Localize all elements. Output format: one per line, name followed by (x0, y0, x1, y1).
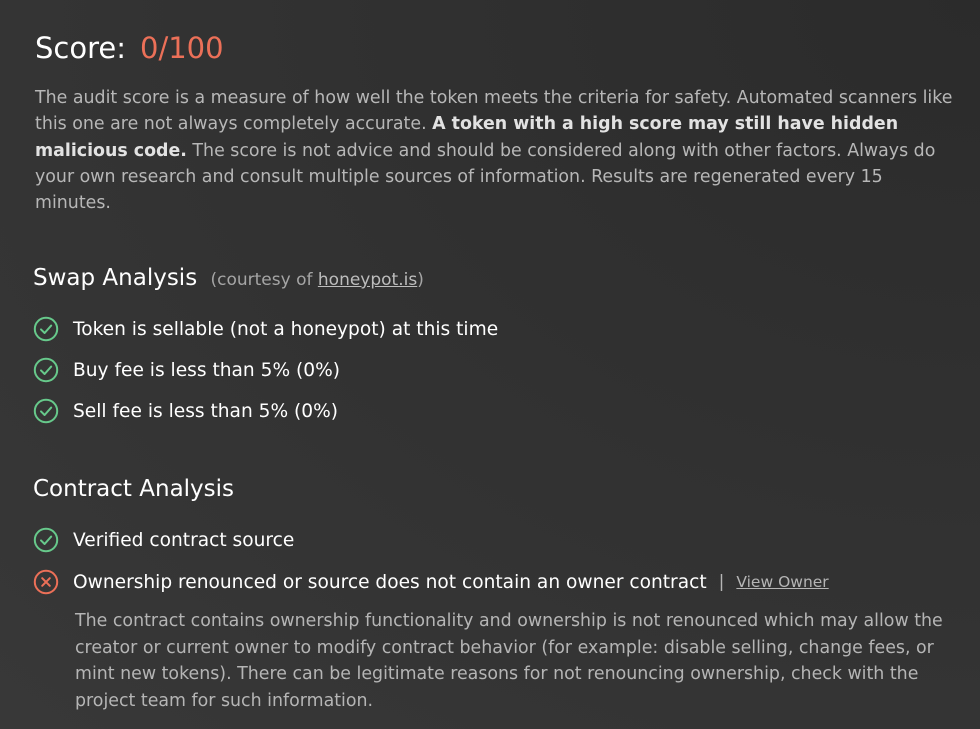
courtesy-note (211, 270, 424, 290)
honeypot-link[interactable]: honeypot.is (317, 270, 418, 290)
description-warning: A token with a high score may still have hidden malicious code. (35, 114, 899, 161)
check-label: Token is sellable (not a honeypot) at this time (73, 318, 499, 340)
separator: | (718, 572, 725, 592)
score-description (35, 85, 955, 216)
description-text: The audit score is a measure of how well the token meets the criteria for safety. Automated scanners like this one are not always completely accurate. (35, 88, 953, 135)
courtesy-suffix: ) (417, 270, 424, 290)
swap-check-sell-fee (33, 396, 338, 426)
swap-analysis-title: Swap Analysis (33, 265, 198, 291)
check-circle-icon (33, 398, 59, 424)
check-circle-icon (33, 316, 59, 342)
check-label: Buy fee is less than 5% (0%) (73, 359, 341, 381)
ownership-note: The contract contains ownership functionality and ownership is not renounced which may allow the creator or current owner to modify contract behavior (for example: disable selling, change fees, or mint new tokens). There can be legitimate reasons for not renouncing ownership, check with the project team for such information. (75, 611, 943, 711)
x-circle-icon (33, 569, 59, 595)
check-label: Verified contract source (73, 529, 295, 551)
swap-analysis-heading (33, 262, 424, 296)
check-circle-icon (33, 527, 59, 553)
contract-check-ownership (33, 567, 829, 597)
swap-check-buy-fee (33, 355, 340, 385)
check-circle-icon (33, 357, 59, 383)
contract-analysis-title: Contract Analysis (33, 476, 235, 502)
courtesy-prefix: (courtesy of (210, 270, 318, 290)
check-label: Ownership renounced or source does not contain an owner contract (73, 571, 707, 593)
swap-check-sellable (33, 314, 498, 344)
score-heading (35, 28, 224, 68)
contract-check-verified (33, 525, 294, 555)
description-text-continued: The score is not advice and should be considered along with other factors. Always do your own research and consult multiple sources of information. Results are regenerated every 15 minutes. (35, 140, 936, 214)
score-value: 0/100 (140, 31, 224, 65)
view-owner-link[interactable]: View Owner (736, 573, 829, 591)
score-label: Score: (35, 31, 126, 65)
contract-analysis-heading (33, 473, 234, 505)
check-label: Sell fee is less than 5% (0%) (73, 400, 339, 422)
